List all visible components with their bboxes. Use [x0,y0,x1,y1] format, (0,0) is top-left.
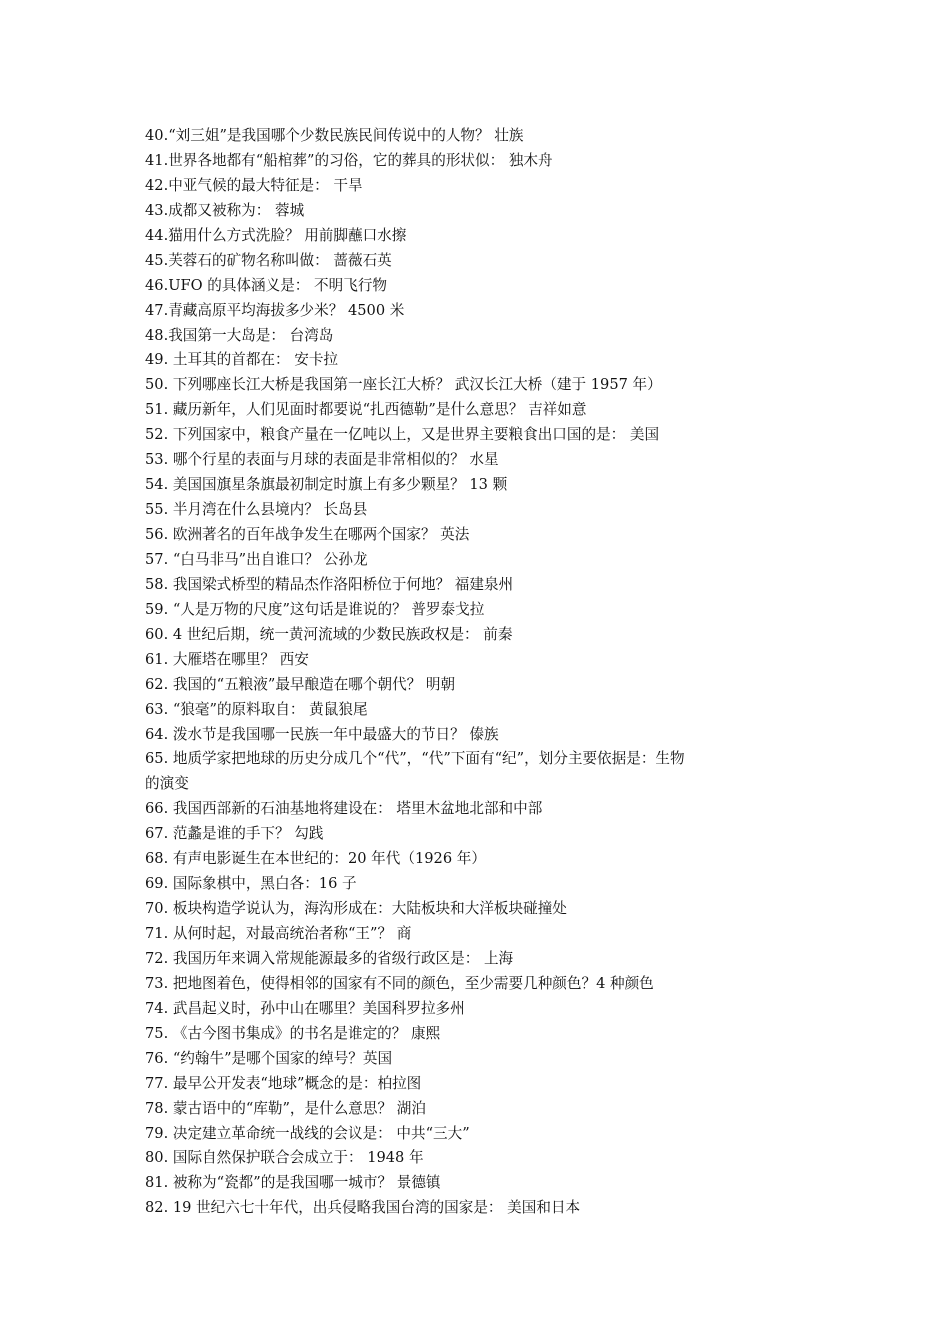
question-line: 64. 泼水节是我国哪一民族一年中最盛大的节日？ 傣族 [145,725,499,743]
question-line: 69. 国际象棋中，黑白各：16 子 [145,875,357,893]
question-line: 54. 美国国旗星条旗最初制定时旗上有多少颗星？ 13 颗 [145,476,508,494]
question-line: 40.“刘三姐”是我国哪个少数民族民间传说中的人物？ 壮族 [145,127,524,144]
question-list [145,124,810,1221]
question-line: 59. “人是万物的尺度”这句话是谁说的？ 普罗泰戈拉 [145,600,485,618]
question-line: 53. 哪个行星的表面与月球的表面是非常相似的？ 水星 [145,451,499,469]
question-line: 81. 被称为“瓷都”的是我国哪一城市？ 景德镇 [145,1174,441,1192]
question-line: 45.芙蓉石的矿物名称叫做： 蔷薇石英 [145,251,392,269]
question-line: 72. 我国历年来调入常规能源最多的省级行政区是： 上海 [145,949,514,967]
question-line: 56. 欧洲著名的百年战争发生在哪两个国家？ 英法 [145,526,470,543]
question-line: 44.猫用什么方式洗脸？ 用前脚蘸口水擦 [145,226,407,244]
question-line: 75. 《古今图书集成》的书名是谁定的？ 康熙 [145,1024,441,1042]
question-line: 82. 19 世纪六七十年代，出兵侵略我国台湾的国家是： 美国和日本 [145,1199,581,1217]
question-line: 73. 把地图着色，使得相邻的国家有不同的颜色，至少需要几种颜色？4 种颜色 [145,974,654,992]
question-line: 51. 藏历新年，人们见面时都要说“扎西德勒”是什么意思？ 吉祥如意 [145,401,587,419]
question-line: 50. 下列哪座长江大桥是我国第一座长江大桥？ 武汉长江大桥（建于 1957 年） [145,376,662,394]
question-line: 46.UFO 的具体涵义是： 不明飞行物 [145,276,388,294]
question-line: 77. 最早公开发表“地球”概念的是：柏拉图 [145,1074,422,1092]
question-line-continuation: 的演变 [145,775,189,793]
question-line: 48.我国第一大岛是： 台湾岛 [145,326,334,344]
question-line: 79. 决定建立革命统一战线的会议是： 中共“三大” [145,1124,470,1142]
question-line: 67. 范蠡是谁的手下？ 勾践 [145,825,324,843]
question-line: 70. 板块构造学说认为，海沟形成在：大陆板块和大洋板块碰撞处 [145,900,567,918]
question-line: 68. 有声电影诞生在本世纪的：20 年代（1926 年） [145,850,486,868]
question-line: 43.成都又被称为： 蓉城 [145,201,305,219]
question-line: 57. “白马非马”出自谁口？ 公孙龙 [145,550,368,568]
question-line: 62. 我国的“五粮液”最早酿造在哪个朝代？ 明朝 [145,675,456,693]
question-line: 47.青藏高原平均海拔多少米？ 4500 米 [145,301,405,319]
question-line: 42.中亚气候的最大特征是： 干旱 [145,176,363,194]
question-line: 66. 我国西部新的石油基地将建设在： 塔里木盆地北部和中部 [145,800,543,818]
question-line: 60. 4 世纪后期，统一黄河流域的少数民族政权是： 前秦 [145,625,513,643]
question-line: 49. 土耳其的首都在： 安卡拉 [145,351,339,369]
question-line: 61. 大雁塔在哪里？ 西安 [145,650,309,668]
question-line: 78. 蒙古语中的“库勒”，是什么意思？ 湖泊 [145,1099,426,1117]
question-line: 74. 武昌起义时，孙中山在哪里？美国科罗拉多州 [145,999,465,1017]
question-line: 52. 下列国家中，粮食产量在一亿吨以上，又是世界主要粮食出口国的是： 美国 [145,426,660,444]
question-line: 55. 半月湾在什么县境内？ 长岛县 [145,501,368,519]
question-line: 71. 从何时起，对最高统治者称“王”？ 商 [145,925,412,942]
question-line: 65. 地质学家把地球的历史分成几个“代”，“代”下面有“纪”，划分主要依据是：生物 [145,750,685,768]
question-line: 41.世界各地都有“船棺葬”的习俗，它的葬具的形状似： 独木舟 [145,151,553,169]
question-line: 63. “狼毫”的原料取自： 黄鼠狼尾 [145,700,368,718]
question-line: 76. “约翰牛”是哪个国家的绰号？英国 [145,1049,393,1067]
question-line: 58. 我国梁式桥型的精品杰作洛阳桥位于何地？ 福建泉州 [145,575,514,593]
question-line: 80. 国际自然保护联合会成立于： 1948 年 [145,1149,424,1167]
